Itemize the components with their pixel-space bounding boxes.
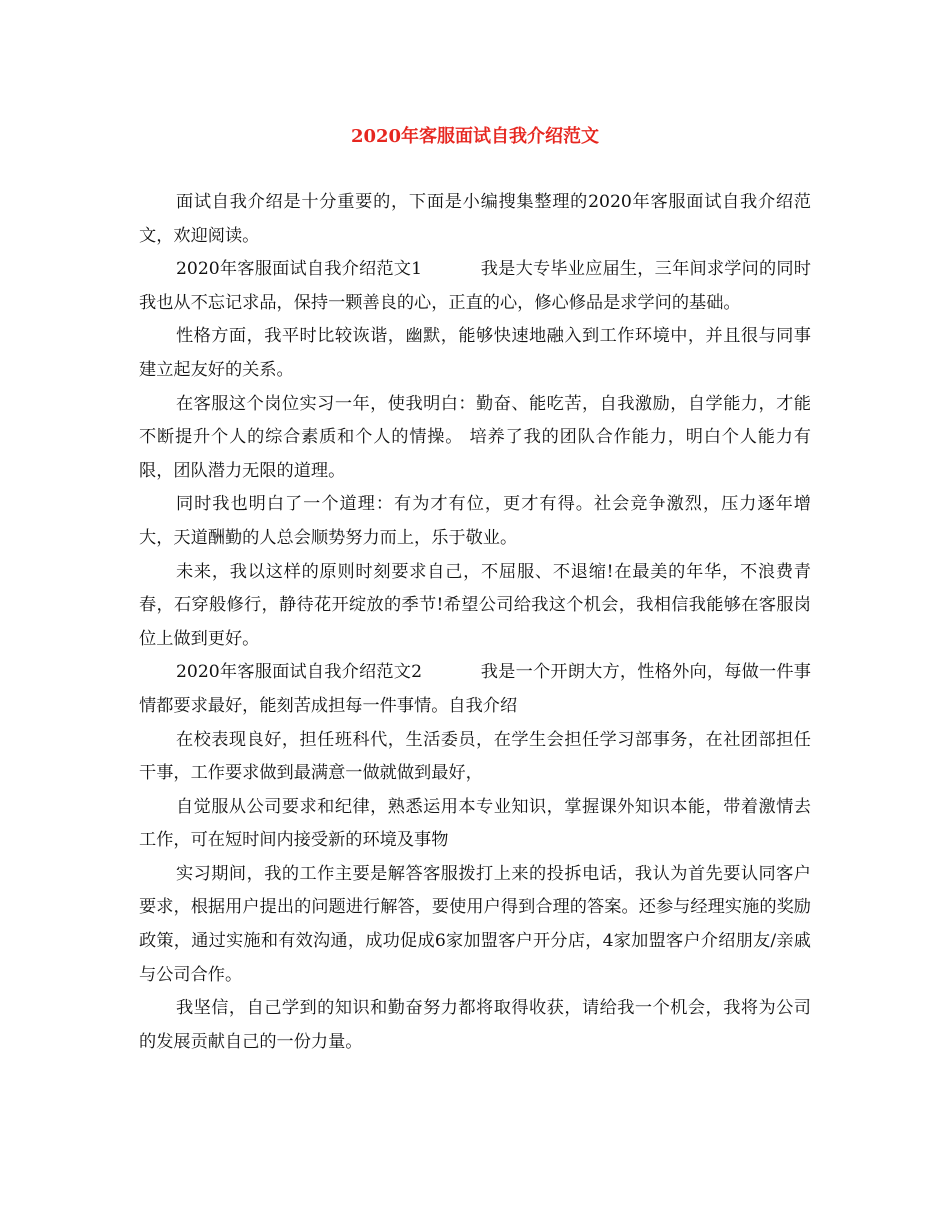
- document-title: 2020年客服面试自我介绍范文: [350, 126, 600, 147]
- paragraph-sample-1-start: [139, 253, 811, 320]
- paragraph-conclusion: 我坚信，自己学到的知识和勤奋努力都将取得收获，请给我一个机会，我将为公司的发展贡献自己的一份力量。: [139, 998, 811, 1052]
- paragraph-internship-work: 实习期间，我的工作主要是解答客服拨打上来的投拆电话，我认为首先要认同客户要求，根据用户提出的问题进行解答，要使用户得到合理的答案。还参与经理实施的奖励政策，通过实施和有效沟通，成功促成6家加盟客户开分店，4家加盟客户介绍朋友/亲戚与公司合作。: [139, 863, 811, 985]
- paragraph-internship-lesson: 在客服这个岗位实习一年，使我明白：勤奋、能吃苦，自我激励，自学能力，才能不断提升个人的综合素质和个人的情操。 培养了我的团队合作能力，明白个人能力有限，团队潜力无限的道理。: [139, 393, 811, 481]
- paragraph-discipline: 自觉服从公司要求和纪律，熟悉运用本专业知识，掌握课外知识本能，带着激情去工作，可在短时间内接受新的环境及事物: [139, 796, 811, 851]
- sample-1-heading: 2020年客服面试自我介绍范文1: [175, 259, 423, 280]
- paragraph-intro: 面试自我介绍是十分重要的，下面是小编搜集整理的2020年客服面试自我介绍范文，欢迎阅读。: [139, 192, 811, 246]
- paragraph-principle: 同时我也明白了一个道理：有为才有位，更才有得。社会竞争激烈，压力逐年增大，天道酬勤的人总会顺势努力而上，乐于敬业。: [139, 494, 811, 548]
- sample-1-text: 我是大专毕业应届生，三年间求学问的同时我也从不忘记求品，保持一颗善良的心，正直的心，修心修品是求学问的基础。: [139, 259, 811, 313]
- paragraph-personality: 性格方面，我平时比较诙谐，幽默，能够快速地融入到工作环境中，并且很与同事建立起友好的关系。: [139, 326, 811, 380]
- sample-2-heading: 2020年客服面试自我介绍范文2: [175, 662, 423, 683]
- paragraph-school: 在校表现良好，担任班科代，生活委员，在学生会担任学习部事务，在社团部担任干事，工作要求做到最满意一做就做到最好，: [139, 729, 811, 784]
- document-body: [139, 186, 811, 1059]
- paragraph-future: 未来，我以这样的原则时刻要求自己，不屈服、不退缩!在最美的年华，不浪费青春，石穿般修行，静待花开绽放的季节!希望公司给我这个机会，我相信我能够在客服岗位上做到更好。: [139, 561, 811, 649]
- sample-2-text: 我是一个开朗大方，性格外向，每做一件事情都要求最好，能刻苦成担每一件事情。自我介绍: [139, 662, 811, 716]
- paragraph-sample-2-start: [139, 656, 811, 723]
